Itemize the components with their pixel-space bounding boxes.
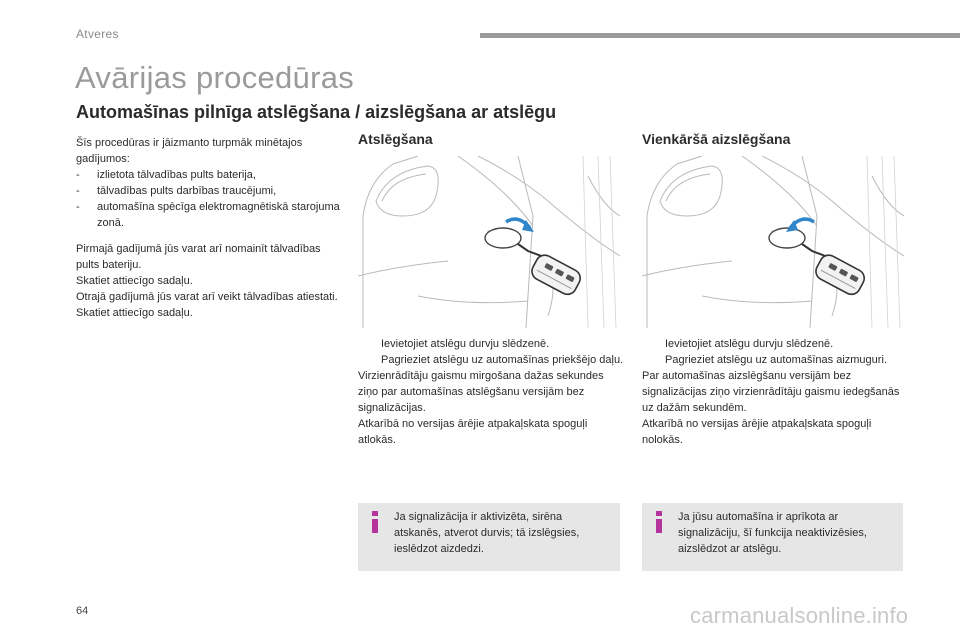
intro-list	[76, 167, 346, 231]
note-text: Ja jūsu automašīna ir aprīkota ar signalizāciju, šī funkcija neaktivizēsies, aizslēdzot ar atslēgu.	[678, 511, 867, 555]
section-header: Atveres	[76, 27, 119, 41]
intro-paragraph-line: Skatiet attiecīgo sadaļu.	[76, 307, 193, 319]
dash-marker: -	[76, 169, 80, 181]
dash-marker: -	[76, 185, 80, 197]
header-bar	[480, 33, 960, 38]
subtitle: Automašīnas pilnīga atslēgšana / aizslēgšana ar atslēgu	[76, 102, 557, 122]
info-icon	[370, 511, 380, 533]
intro-column	[76, 135, 346, 321]
list-item: Pagrieziet atslēgu uz automašīnas priekšējo daļu.	[381, 354, 624, 366]
intro-lead: Šīs procedūras ir jāizmanto turpmāk minētajos gadījumos:	[76, 137, 303, 165]
lock-info-note	[642, 503, 903, 571]
lock-instructions	[642, 336, 910, 448]
lock-illustration	[642, 156, 904, 328]
dash-marker: -	[76, 201, 80, 213]
unlock-text: Virzienrādītāju gaismu mirgošana dažas sekundes ziņo par automašīnas atslēgšanu versijām bez signalizācijas.	[358, 370, 604, 414]
list-item: Ievietojiet atslēgu durvju slēdzenē.	[381, 338, 550, 350]
list-item: Ievietojiet atslēgu durvju slēdzenē.	[665, 338, 834, 350]
unlock-steps	[358, 336, 626, 368]
lock-title: Vienkāršā aizslēgšana	[642, 131, 791, 147]
lock-text: Par automašīnas aizslēgšanu versijām bez signalizācijas ziņo virzienrādītāju gaismu iedegšanās uz dažām sekundēm.	[642, 370, 900, 414]
page-number: 64	[76, 605, 89, 617]
list-item: - tālvadības pults darbības traucējumi,	[76, 185, 277, 197]
unlock-title: Atslēgšana	[358, 131, 433, 147]
unlock-info-note	[358, 503, 620, 571]
page-title: Avārijas procedūras	[75, 60, 355, 95]
list-item: - izlietota tālvadības pults baterija,	[76, 169, 256, 181]
lock-text: Atkarībā no versijas ārējie atpakaļskata spoguļi nolokās.	[642, 418, 872, 446]
unlock-instructions	[358, 336, 626, 448]
note-text: Ja signalizācija ir aktivizēta, sirēna atskanēs, atverot durvis; tā izslēgsies, ieslēdzot aizdedzi.	[394, 511, 580, 555]
watermark: carmanualsonline.info	[690, 603, 909, 628]
info-icon	[654, 511, 664, 533]
lock-steps	[642, 336, 910, 368]
intro-paragraph-line: Skatiet attiecīgo sadaļu.	[76, 275, 193, 287]
intro-paragraph-line: Otrajā gadījumā jūs varat arī veikt tālvadības atiestati.	[76, 291, 338, 303]
intro-paragraph-line: Pirmajā gadījumā jūs varat arī nomainīt tālvadības pults bateriju.	[76, 243, 321, 271]
unlock-illustration	[358, 156, 620, 328]
unlock-text: Atkarībā no versijas ārējie atpakaļskata spoguļi atlokās.	[358, 418, 588, 446]
list-item: - automašīna spēcīga elektromagnētiskā starojuma zonā.	[76, 201, 340, 229]
list-item: Pagrieziet atslēgu uz automašīnas aizmuguri.	[665, 354, 887, 366]
